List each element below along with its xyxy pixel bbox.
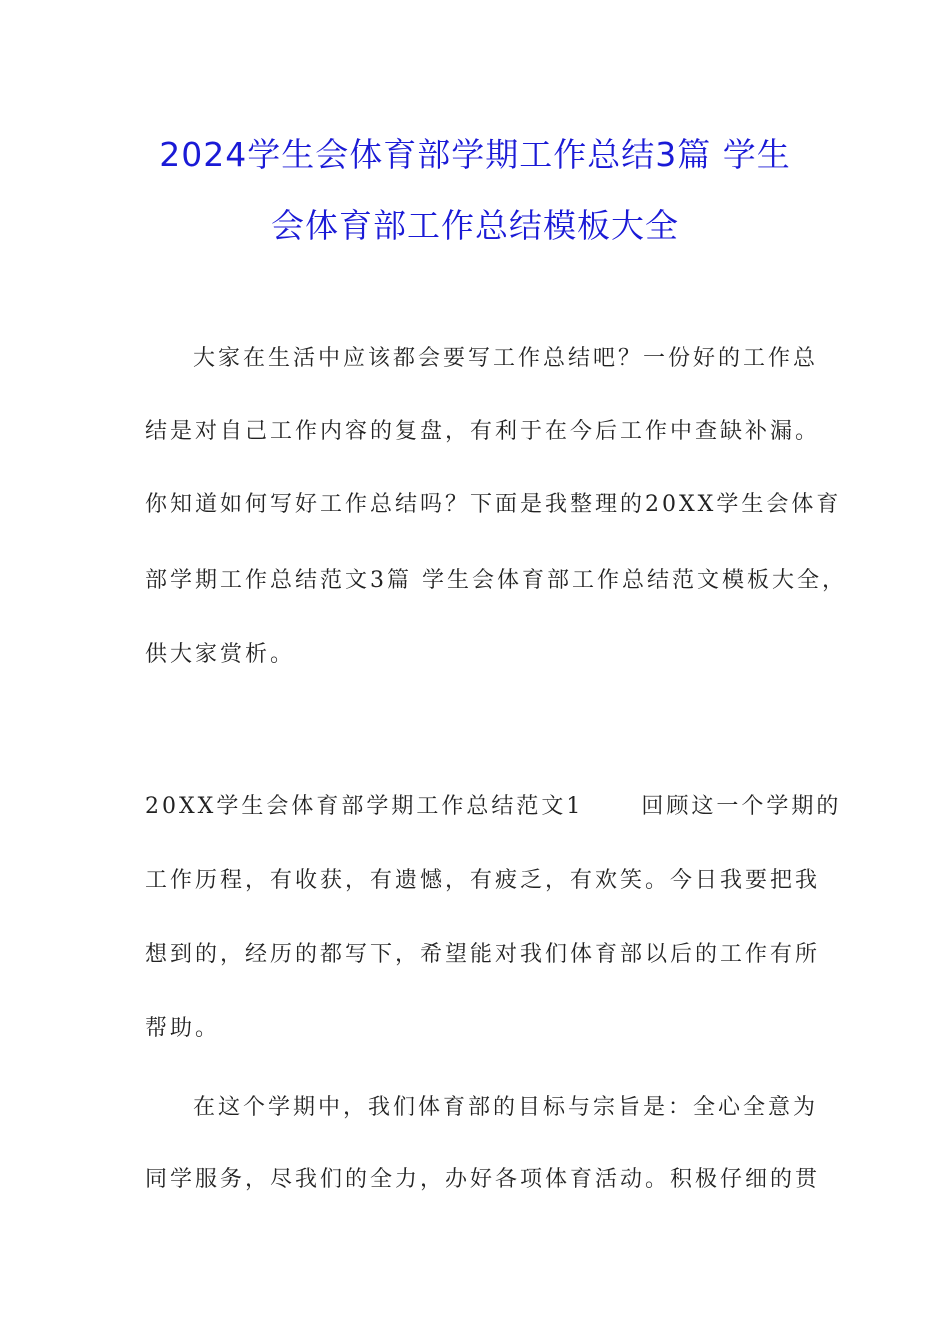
section-2-line-1: 在这个学期中，我们体育部的目标与宗旨是：全心全意为 bbox=[193, 1095, 819, 1120]
intro-line-3: 你知道如何写好工作总结吗？下面是我整理的20XX学生会体育 bbox=[145, 492, 842, 517]
section-1-line-2: 工作历程，有收获，有遗憾，有疲乏，有欢笑。今日我要把我 bbox=[145, 868, 821, 893]
intro-line-2: 结是对自己工作内容的复盘，有利于在今后工作中查缺补漏。 bbox=[145, 419, 821, 444]
section-2-line-2: 同学服务，尽我们的全力，办好各项体育活动。积极仔细的贯 bbox=[145, 1167, 821, 1192]
section-1-opening: 回顾这一个学期的 bbox=[641, 794, 842, 819]
document-title-line-2: 会体育部工作总结模板大全 bbox=[271, 206, 679, 245]
section-1-first-line bbox=[145, 792, 842, 822]
document-title-line-1: 2024学生会体育部学期工作总结3篇 学生 bbox=[159, 135, 791, 174]
section-1-heading: 20XX学生会体育部学期工作总结范文1 bbox=[145, 794, 584, 819]
intro-line-4: 部学期工作总结范文3篇 学生会体育部工作总结范文模板大全， bbox=[145, 568, 847, 593]
section-1-line-4: 帮助。 bbox=[145, 1016, 221, 1041]
section-1-line-3: 想到的，经历的都写下，希望能对我们体育部以后的工作有所 bbox=[145, 942, 821, 967]
intro-line-1: 大家在生活中应该都会要写工作总结吧？一份好的工作总 bbox=[193, 346, 819, 371]
intro-line-5: 供大家赏析。 bbox=[145, 642, 296, 667]
